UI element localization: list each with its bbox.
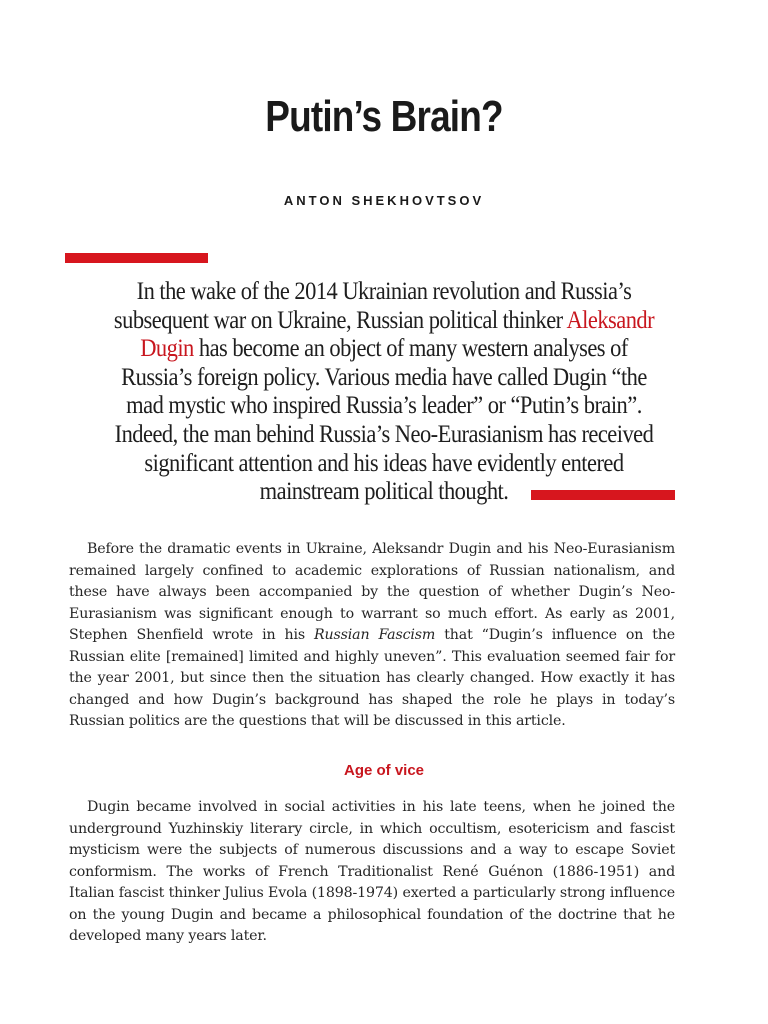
lede-text-end: has become an object of many western analyses of Russia’s foreign policy. Various media have called Dugin “the mad mystic who inspired Russia’s leader” or “Putin’s brain”. Indeed, the man behind Russia’s Neo-Eurasianism has received significant attention and his ideas have evidently entered mainstream political thought. <box>114 335 654 506</box>
accent-bar-top <box>65 253 208 263</box>
accent-bar-bottom <box>531 490 675 500</box>
paragraph-2-text: Dugin became involved in social activities in his late teens, when he joined the underground Yuzhinskiy literary circle, in which occultism, esotericism and fascist mysticism were the subjects of numerous discussions and a way to escape Soviet conformism. The works of French Traditionalist René Guénon (1886-1951) and Italian fascist thinker Julius Evola (1898-1974) exerted a particularly strong influence on the young Dugin and became a philosophical foundation of the doctrine that he developed many years later. <box>69 799 675 944</box>
article-title: Putin’s Brain? <box>265 92 503 141</box>
body-paragraph-2 <box>69 797 675 948</box>
article-lede <box>105 278 663 507</box>
lede-text-start: In the wake of the 2014 Ukrainian revolution and Russia’s subsequent war on Ukraine, Russian political thinker <box>113 278 632 334</box>
paragraph-1-text-end: that “Dugin’s influence on the Russian elite [remained] limited and highly uneven”. This evaluation seemed fair for the year 2001, but since then the situation has clearly changed. How exactly it has changed and how Dugin’s background has shaped the role he plays in today’s Russian politics are the questions that will be discussed in this article. <box>69 627 675 729</box>
article-author: ANTON SHEKHOVTSOV <box>283 193 485 208</box>
book-title-italic: Russian Fascism <box>314 627 436 643</box>
lede-highlight-name: Aleksandr Dugin <box>140 306 655 363</box>
paragraph-1-text-start: Before the dramatic events in Ukraine, Aleksandr Dugin and his Neo-Eurasianism remained largely confined to academic explorations of Russian nationalism, and these have always been accompanied by the question of whether Dugin’s Neo-Eurasianism was significant enough to warrant so much effort. As early as 2001, Stephen Shenfield wrote in his <box>69 541 675 643</box>
body-paragraph-1 <box>69 539 675 733</box>
section-subheading: Age of vice <box>343 762 425 779</box>
